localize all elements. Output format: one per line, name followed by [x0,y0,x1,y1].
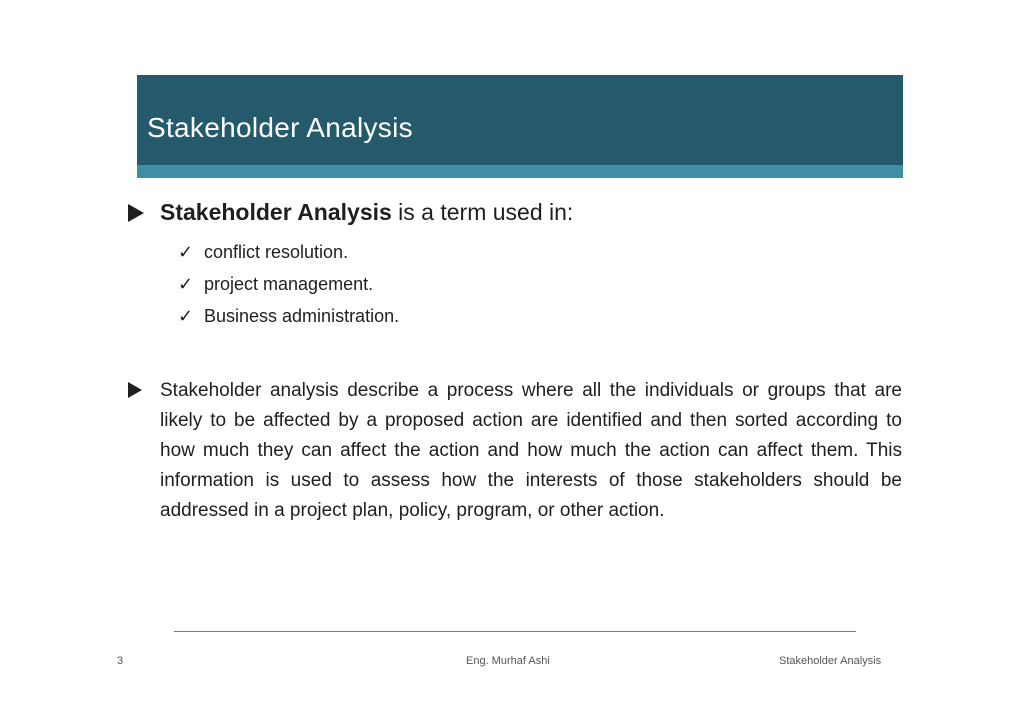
list-item-label: conflict resolution. [204,242,349,262]
list-item-label: project management. [204,274,374,294]
arrow-bullet-icon [128,204,144,222]
bullet-2-text: Stakeholder analysis describe a process where all the individuals or groups that are likely to be affected by a proposed action are identified and then sorted according to how much they can affect the action and how much the action can affect them. This information is used to assess how the interests of those stakeholders should be addressed in a project plan, policy, program, or other action. [160,380,902,521]
bullet-1-text [160,199,573,226]
footer-topic: Stakeholder Analysis [779,655,882,667]
bullet-1-bold: Stakeholder Analysis [160,199,392,225]
checkmark-icon: ✓ [178,274,194,294]
list-item-label: Business administration. [204,306,400,326]
footer-author: Eng. Murhaf Ashi [466,655,550,667]
sub-bullet-list [178,236,399,332]
checkmark-icon: ✓ [178,242,194,262]
list-item [178,268,399,300]
slide-title: Stakeholder Analysis [147,112,413,143]
bullet-2-marker [128,377,160,398]
list-item [178,236,399,268]
checkmark-icon: ✓ [178,306,194,326]
list-item [178,300,399,332]
footer-divider [174,631,856,632]
title-accent-strip [137,165,903,178]
arrow-bullet-icon [128,382,142,398]
page-number: 3 [117,655,124,667]
bullet-1-rest: is a term used in: [391,199,574,225]
bullet-1 [128,199,573,226]
